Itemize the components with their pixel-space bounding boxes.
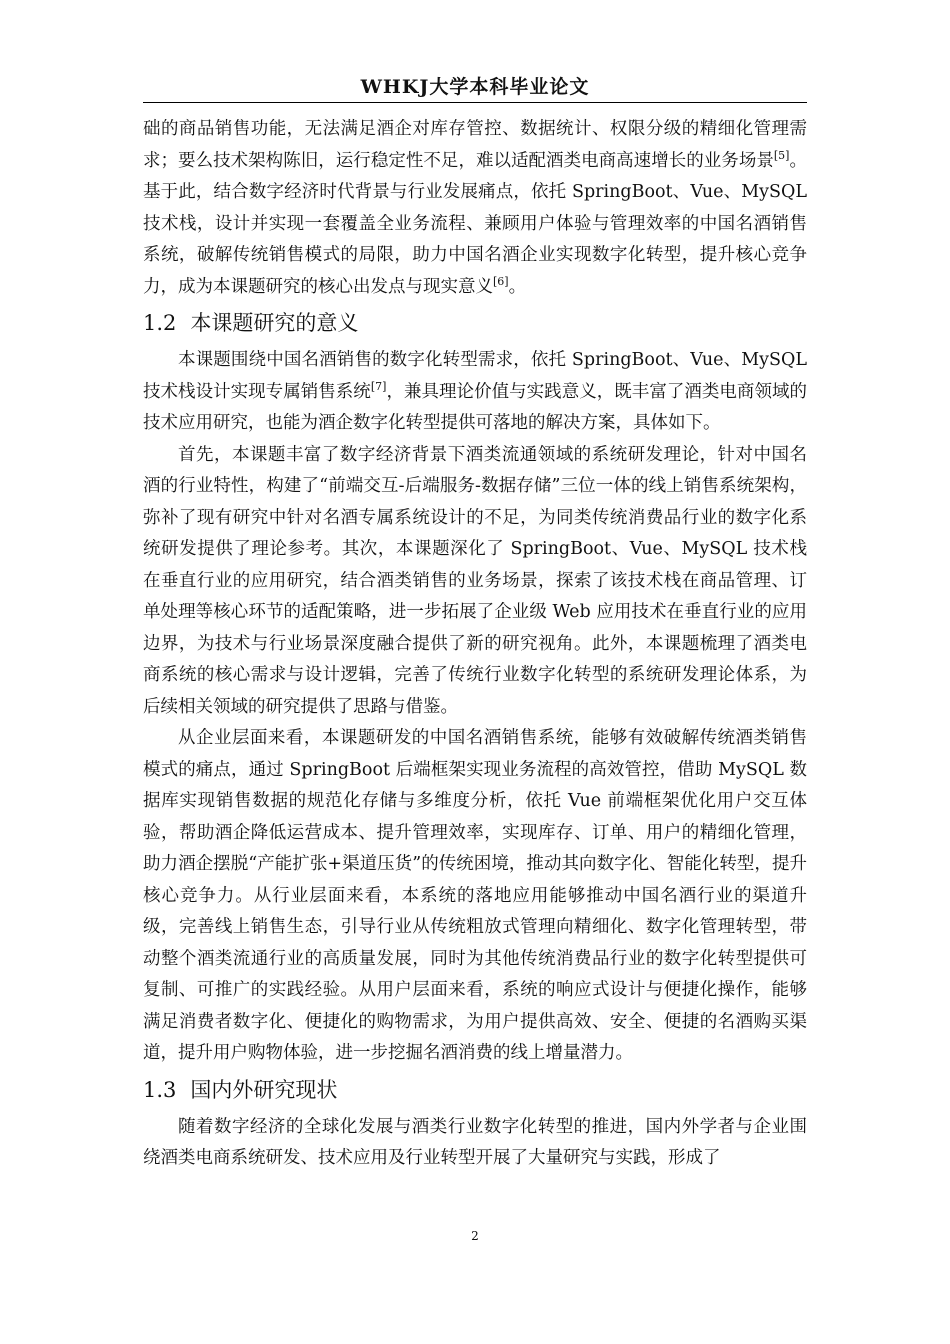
header-rule [143,102,807,103]
citation[interactable]: [6] [493,274,509,288]
paragraph: 随着数字经济的全球化发展与酒类行业数字化转型的推进，国内外学者与企业围绕酒类电商系统研发、技术应用及行业转型开展了大量研究与实践，形成了 [143,1116,807,1168]
citation[interactable]: [5] [773,148,790,162]
section-title: 国内外研究现状 [190,1077,338,1102]
citation[interactable]: [7] [370,379,387,393]
paragraph: 从企业层面来看，本课题研发的中国名酒销售系统，能够有效破解传统酒类销售模式的痛点，通过 SpringBoot 后端框架实现业务流程的高效管控，借助 MySQL 数据库实现销售数据的规范化存储与多维度分析，依托 Vue 前端框架优化用户交互体验，帮助酒企降低运营成本、提升管理效率，实现库存、订单、用户的精细化管理，助力酒企摆脱“产能扩张+渠道压货”的传统困境，推动其向数字化、智能化转型，提升核心竞争力。从行业层面来看，本系统的落地应用能够推动中国名酒行业的渠道升级，完善线上销售生态，引导行业从传统粗放式管理向精细化、数字化管理转型，带动整个酒类流通行业的高质量发展，同时为其他传统消费品行业的数字化转型提供可复制、可推广的实践经验。从用户层面来看，系统的响应式设计与便捷化操作，能够满足消费者数字化、便捷化的购物需求，为用户提供高效、安全、便捷的名酒购买渠道，提升用户购物体验，进一步挖掘名酒消费的线上增量潜力。 [143,728,807,1063]
section-heading-1-2 [143,305,807,341]
page-body [143,114,807,1175]
section-heading-1-3 [143,1072,807,1108]
section-number: 1.2 [143,311,177,335]
running-header: WHKJ大学本科毕业论文 [360,76,590,98]
paragraph: 本课题围绕中国名酒销售的数字化转型需求，依托 SpringBoot、Vue、MySQL 技术栈设计实现专属销售系统[7]，兼具理论价值与实践意义，既丰富了酒类电商领域的技术应用研究，也能为酒企数字化转型提供可落地的解决方案，具体如下。 [143,350,808,433]
paragraph-continued: 础的商品销售功能，无法满足酒企对库存管控、数据统计、权限分级的精细化管理需求；要么技术架构陈旧，运行稳定性不足，难以适配酒类电商高速增长的业务场景[5]。基于此，结合数字经济时代背景与行业发展痛点，依托 SpringBoot、Vue、MySQL 技术栈，设计并实现一套覆盖全业务流程、兼顾用户体验与管理效率的中国名酒销售系统，破解传统销售模式的局限，助力中国名酒企业实现数字化转型，提升核心竞争力，成为本课题研究的核心出发点与现实意义[6]。 [143,119,808,297]
page-number: 2 [471,1229,479,1243]
section-number: 1.3 [143,1077,177,1102]
section-title: 本课题研究的意义 [190,311,359,335]
paragraph: 首先，本课题丰富了数字经济背景下酒类流通领域的系统研发理论，针对中国名酒的行业特性，构建了“前端交互-后端服务-数据存储”三位一体的线上销售系统架构，弥补了现有研究中针对名酒专属系统设计的不足，为同类传统消费品行业的数字化系统研发提供了理论参考。其次，本课题深化了 SpringBoot、Vue、MySQL 技术栈在垂直行业的应用研究，结合酒类销售的业务场景，探索了该技术栈在商品管理、订单处理等核心环节的适配策略，进一步拓展了企业级 Web 应用技术在垂直行业的应用边界，为技术与行业场景深度融合提供了新的研究视角。此外，本课题梳理了酒类电商系统的核心需求与设计逻辑，完善了传统行业数字化转型的系统研发理论体系，为后续相关领域的研究提供了思路与借鉴。 [143,444,807,717]
